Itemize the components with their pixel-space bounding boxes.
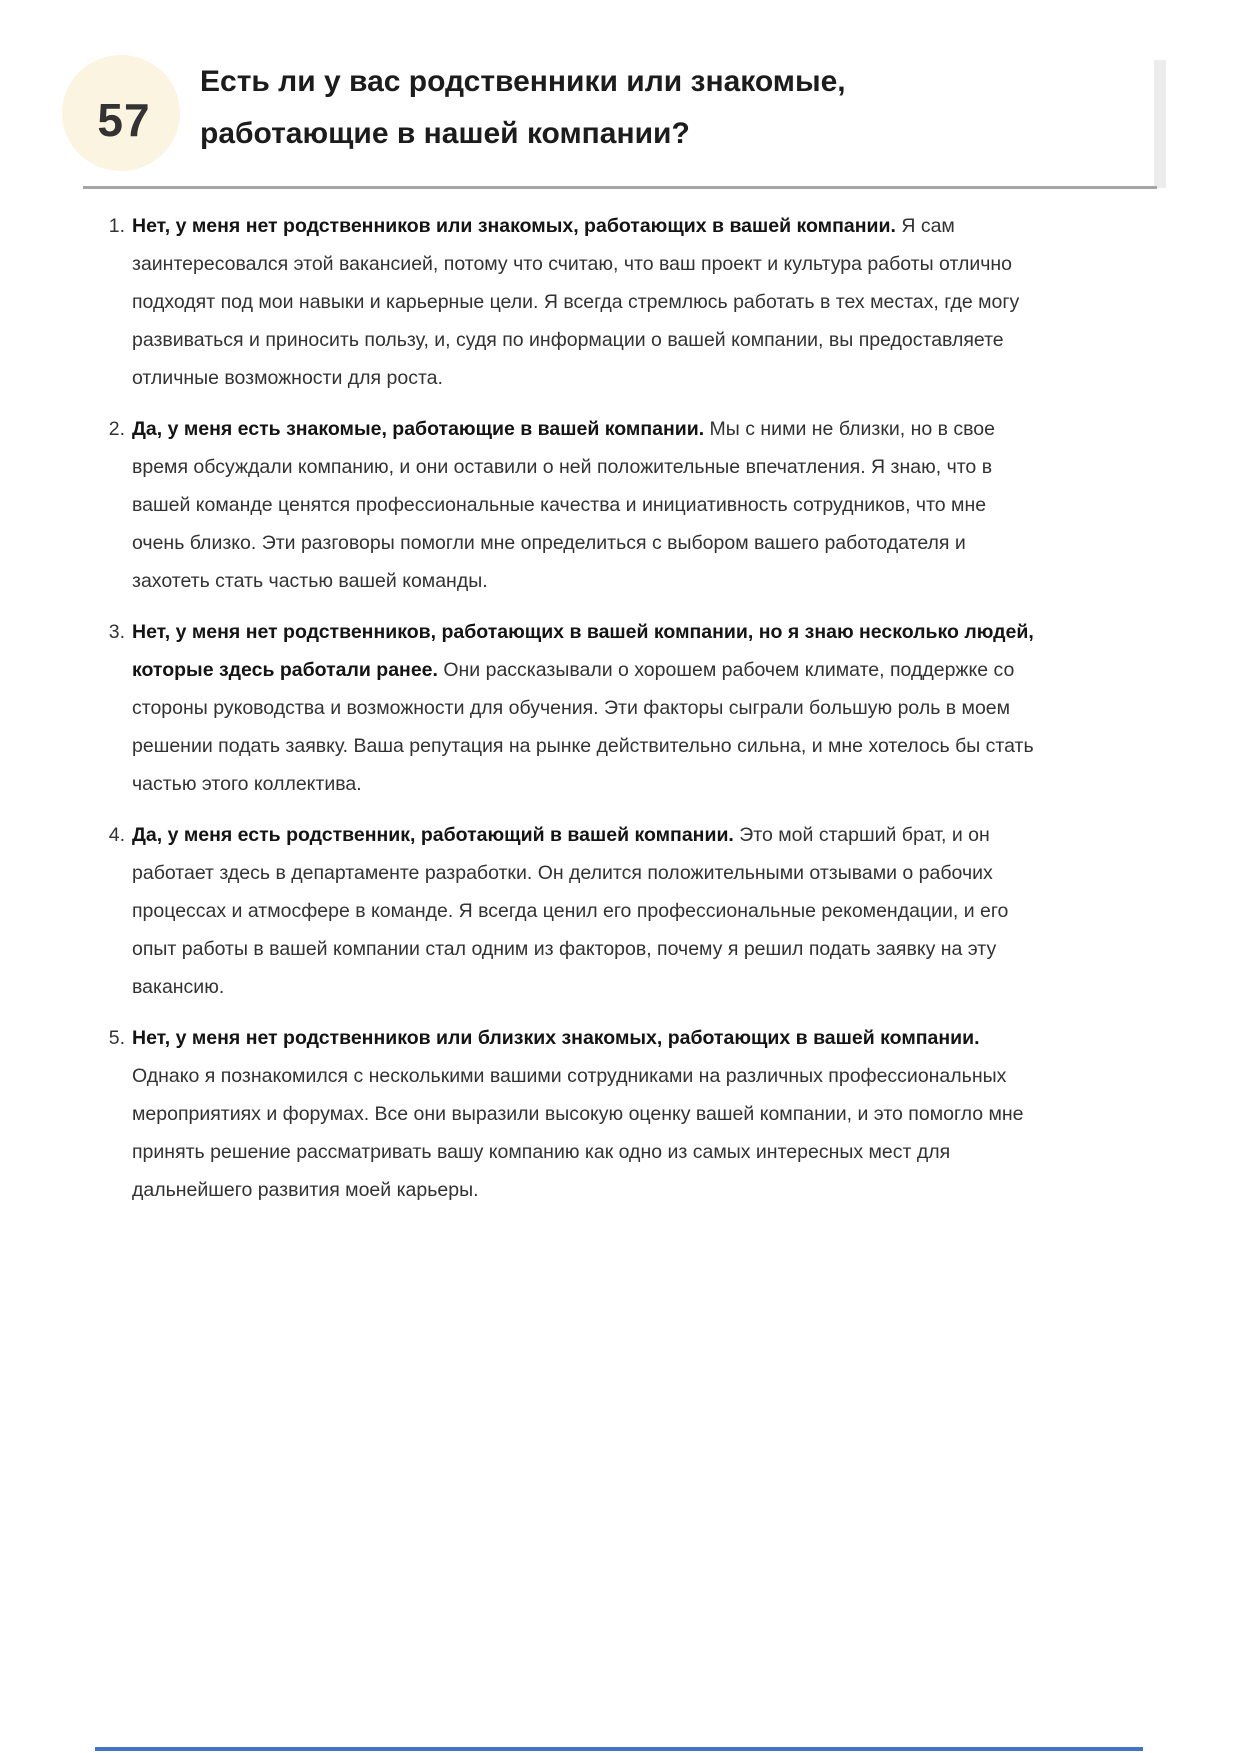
- answer-text: [132, 207, 1040, 397]
- answer-body: Однако я познакомился с несколькими вашими сотрудниками на различных профессиональных мероприятиях и форумах. Все они выразили высокую оценку вашей компании, и это помогло мне принять решение рассматривать вашу компанию как одно из самых интересных мест для дальнейшего развития моей карьеры.: [132, 1065, 1024, 1201]
- question-number-badge: [62, 55, 180, 171]
- footer-accent-rule: [95, 1747, 1143, 1751]
- list-item: [95, 207, 1040, 397]
- answer-text: [132, 1019, 1040, 1209]
- list-item-number: 2.: [108, 418, 125, 440]
- answer-text: [132, 410, 1040, 600]
- question-number: 57: [97, 94, 151, 146]
- question-title-line-1: Есть ли у вас родственники или знакомые,: [200, 65, 846, 98]
- list-item: [95, 816, 1040, 1006]
- list-item: [95, 410, 1040, 600]
- answer-lead: Нет, у меня нет родственников или знакомых, работающих в вашей компании.: [132, 215, 896, 237]
- answer-lead: Да, у меня есть родственник, работающий в вашей компании.: [132, 824, 734, 846]
- list-item-number: 5.: [108, 1027, 125, 1049]
- list-item-number: 3.: [108, 621, 125, 643]
- answer-body: Мы с ними не близки, но в свое время обсуждали компанию, и они оставили о ней положительные впечатления. Я знаю, что в вашей команде ценятся профессиональные качества и инициативность сотрудников, что мне очень близко. Эти разговоры помогли мне определиться с выбором вашего работодателя и захотеть стать частью вашей команды.: [132, 418, 995, 592]
- question-title: [200, 56, 1060, 160]
- answer-lead: Нет, у меня нет родственников или близких знакомых, работающих в вашей компании.: [132, 1027, 980, 1049]
- list-item-number: 1.: [108, 215, 125, 237]
- list-item: [95, 1019, 1040, 1209]
- header-edge-shade: [1154, 60, 1166, 188]
- answer-lead: Нет, у меня нет родственников, работающих в вашей компании, но я знаю несколько людей, которые здесь работали ранее.: [132, 621, 1034, 681]
- header-divider: [83, 186, 1157, 189]
- answer-text: [132, 613, 1040, 803]
- list-item: [95, 613, 1040, 803]
- list-item-number: 4.: [108, 824, 125, 846]
- answer-body: Это мой старший брат, и он работает здесь в департаменте разработки. Он делится положительными отзывами о рабочих процессах и атмосфере в команде. Я всегда ценил его профессиональные рекомендации, и его опыт работы в вашей компании стал одним из факторов, почему я решил подать заявку на эту вакансию.: [132, 824, 1009, 998]
- question-title-line-2: работающие в нашей компании?: [200, 117, 690, 150]
- answer-body: Они рассказывали о хорошем рабочем климате, поддержке со стороны руководства и возможности для обучения. Эти факторы сыграли большую роль в моем решении подать заявку. Ваша репутация на рынке действительно сильна, и мне хотелось бы стать частью этого коллектива.: [132, 659, 1034, 795]
- answer-body: Я сам заинтересовался этой вакансией, потому что считаю, что ваш проект и культура работы отлично подходят под мои навыки и карьерные цели. Я всегда стремлюсь работать в тех местах, где могу развиваться и приносить пользу, и, судя по информации о вашей компании, вы предоставляете отличные возможности для роста.: [132, 215, 1020, 389]
- answer-text: [132, 816, 1040, 1006]
- answer-lead: Да, у меня есть знакомые, работающие в вашей компании.: [132, 418, 705, 440]
- answers-list: [95, 207, 1040, 1222]
